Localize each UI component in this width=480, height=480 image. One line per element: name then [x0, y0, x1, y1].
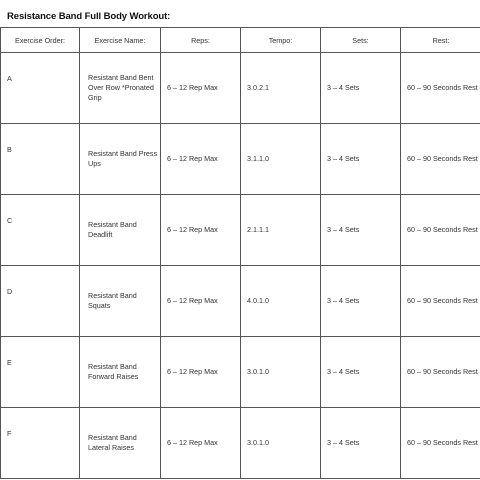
table-row — [1, 53, 480, 124]
exercise-order-cell: A — [1, 53, 80, 124]
sets-cell: 3 – 4 Sets — [321, 337, 401, 408]
exercise-order-cell: F — [1, 408, 80, 479]
exercise-name-text: Resistant Band Squats — [88, 291, 137, 310]
reps-cell: 6 – 12 Rep Max — [161, 53, 241, 124]
tempo-cell: 3.0.2.1 — [241, 53, 321, 124]
exercise-name-cell — [80, 195, 161, 266]
reps-cell: 6 – 12 Rep Max — [161, 124, 241, 195]
rest-cell: 60 – 90 Seconds Rest — [401, 337, 480, 408]
header-exercise-name: Exercise Name: — [80, 28, 161, 53]
exercise-name-text: Resistant Band Forward Raises — [88, 362, 139, 381]
rest-cell: 60 – 90 Seconds Rest — [401, 195, 480, 266]
sets-cell: 3 – 4 Sets — [321, 266, 401, 337]
tempo-cell: 3.0.1.0 — [241, 408, 321, 479]
reps-cell: 6 – 12 Rep Max — [161, 195, 241, 266]
workout-table — [0, 27, 480, 479]
exercise-name-cell — [80, 124, 161, 195]
tempo-cell: 2.1.1.1 — [241, 195, 321, 266]
exercise-order-cell: D — [1, 266, 80, 337]
exercise-order-cell: E — [1, 337, 80, 408]
tempo-cell: 3.0.1.0 — [241, 337, 321, 408]
exercise-name-cell — [80, 53, 161, 124]
exercise-name-text: Resistant Band Bent Over Row *Pronated Grip — [88, 73, 154, 102]
exercise-name-text: Resistant Band Deadlift — [88, 220, 137, 239]
sets-cell: 3 – 4 Sets — [321, 124, 401, 195]
tempo-cell: 4.0.1.0 — [241, 266, 321, 337]
header-tempo: Tempo: — [241, 28, 321, 53]
rest-cell: 60 – 90 Seconds Rest — [401, 266, 480, 337]
rest-cell: 60 – 90 Seconds Rest — [401, 53, 480, 124]
sets-cell: 3 – 4 Sets — [321, 195, 401, 266]
exercise-name-text: Resistant Band Lateral Raises — [88, 433, 137, 452]
reps-cell: 6 – 12 Rep Max — [161, 337, 241, 408]
tempo-cell: 3.1.1.0 — [241, 124, 321, 195]
header-rest: Rest: — [401, 28, 480, 53]
header-reps: Reps: — [161, 28, 241, 53]
sets-cell: 3 – 4 Sets — [321, 408, 401, 479]
table-row — [1, 408, 480, 479]
exercise-order-cell: B — [1, 124, 80, 195]
table-row — [1, 195, 480, 266]
header-sets: Sets: — [321, 28, 401, 53]
reps-cell: 6 – 12 Rep Max — [161, 408, 241, 479]
table-row — [1, 124, 480, 195]
exercise-name-cell — [80, 337, 161, 408]
table-row — [1, 266, 480, 337]
header-exercise-order: Exercise Order: — [1, 28, 80, 53]
rest-cell: 60 – 90 Seconds Rest — [401, 408, 480, 479]
sets-cell: 3 – 4 Sets — [321, 53, 401, 124]
header-row — [1, 28, 480, 53]
rest-cell: 60 – 90 Seconds Rest — [401, 124, 480, 195]
table-row — [1, 337, 480, 408]
exercise-name-cell — [80, 408, 161, 479]
exercise-name-cell — [80, 266, 161, 337]
reps-cell: 6 – 12 Rep Max — [161, 266, 241, 337]
exercise-name-text: Resistant Band Press Ups — [88, 149, 158, 168]
document-title: Resistance Band Full Body Workout: — [7, 11, 171, 22]
exercise-order-cell: C — [1, 195, 80, 266]
